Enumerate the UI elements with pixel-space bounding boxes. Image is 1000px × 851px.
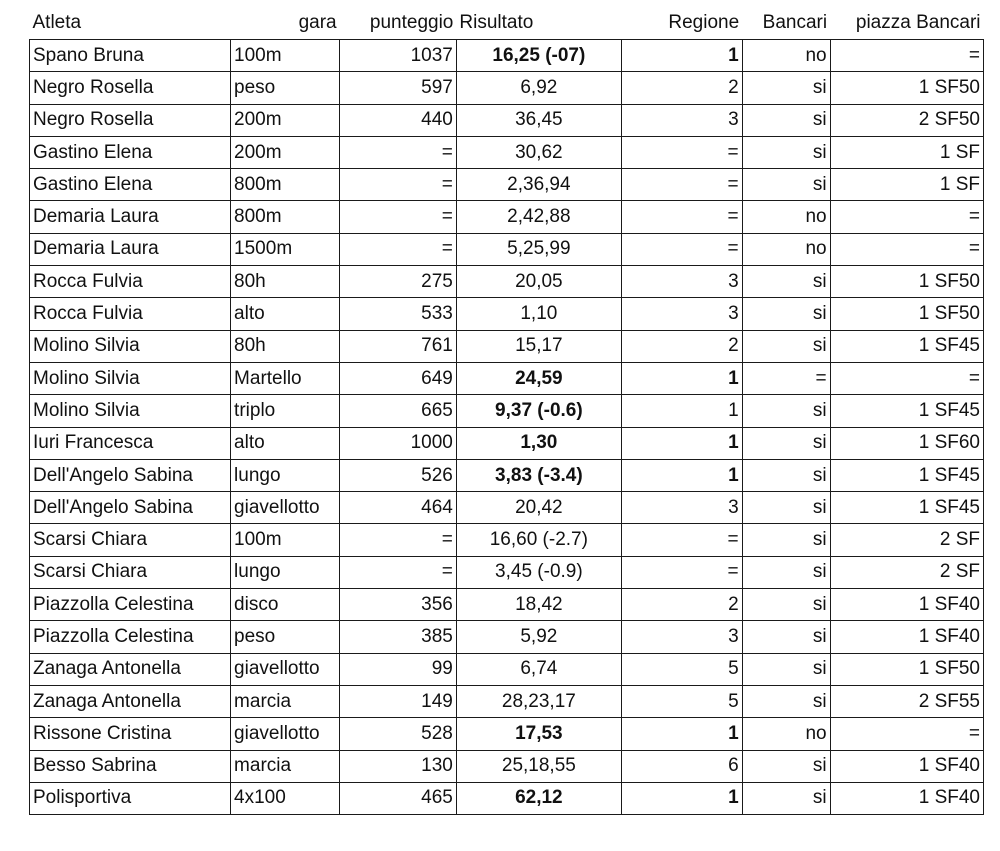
cell-punteggio: 275 <box>340 266 457 298</box>
cell-atleta: Molino Silvia <box>30 330 231 362</box>
cell-atleta: Gastino Elena <box>30 169 231 201</box>
cell-atleta: Demaria Laura <box>30 233 231 265</box>
cell-punteggio: 465 <box>340 782 457 814</box>
cell-punteggio: 385 <box>340 621 457 653</box>
cell-piazza-bancari: 2 SF <box>830 556 983 588</box>
cell-punteggio: = <box>340 524 457 556</box>
cell-bancari: no <box>742 201 830 233</box>
cell-punteggio: 1037 <box>340 40 457 72</box>
cell-risultato: 1,30 <box>456 427 621 459</box>
cell-atleta: Zanaga Antonella <box>30 653 231 685</box>
cell-bancari: si <box>742 395 830 427</box>
cell-bancari: si <box>742 72 830 104</box>
cell-risultato: 2,36,94 <box>456 169 621 201</box>
cell-punteggio: 130 <box>340 750 457 782</box>
cell-risultato: 25,18,55 <box>456 750 621 782</box>
cell-atleta: Rissone Cristina <box>30 718 231 750</box>
cell-gara: 80h <box>231 266 340 298</box>
cell-gara: 800m <box>231 169 340 201</box>
header-row <box>30 6 984 40</box>
cell-piazza-bancari: 1 SF50 <box>830 72 983 104</box>
header-bancari: Bancari <box>762 11 828 33</box>
cell-piazza-bancari: 2 SF <box>830 524 983 556</box>
cell-risultato: 36,45 <box>456 104 621 136</box>
cell-risultato: 20,05 <box>456 266 621 298</box>
cell-regione: 3 <box>621 492 742 524</box>
cell-piazza-bancari: 1 SF40 <box>830 589 983 621</box>
cell-piazza-bancari: = <box>830 40 983 72</box>
cell-bancari: si <box>742 653 830 685</box>
cell-risultato: 5,25,99 <box>456 233 621 265</box>
cell-regione: = <box>621 136 742 168</box>
cell-punteggio: 526 <box>340 459 457 491</box>
cell-punteggio: 356 <box>340 589 457 621</box>
cell-atleta: Molino Silvia <box>30 362 231 394</box>
cell-regione: 1 <box>621 40 742 72</box>
cell-atleta: Rocca Fulvia <box>30 298 231 330</box>
cell-risultato: 1,10 <box>456 298 621 330</box>
table-row <box>30 589 984 621</box>
cell-risultato: 18,42 <box>456 589 621 621</box>
header-piazza-bancari: piazza Bancari <box>855 11 981 33</box>
table-row <box>30 72 984 104</box>
cell-bancari: = <box>742 362 830 394</box>
cell-punteggio: 99 <box>340 653 457 685</box>
table-row <box>30 330 984 362</box>
table-row <box>30 266 984 298</box>
cell-regione: 6 <box>621 750 742 782</box>
cell-risultato: 20,42 <box>456 492 621 524</box>
cell-regione: 1 <box>621 427 742 459</box>
table-row <box>30 718 984 750</box>
cell-atleta: Rocca Fulvia <box>30 266 231 298</box>
cell-atleta: Gastino Elena <box>30 136 231 168</box>
table-row <box>30 362 984 394</box>
table-row <box>30 459 984 491</box>
cell-bancari: si <box>742 589 830 621</box>
cell-atleta: Iuri Francesca <box>30 427 231 459</box>
cell-gara: alto <box>231 298 340 330</box>
cell-regione: = <box>621 556 742 588</box>
cell-bancari: si <box>742 556 830 588</box>
table-row <box>30 201 984 233</box>
table-row <box>30 40 984 72</box>
header-regione: Regione <box>668 11 740 33</box>
cell-bancari: si <box>742 685 830 717</box>
cell-gara: giavellotto <box>231 718 340 750</box>
cell-piazza-bancari: = <box>830 233 983 265</box>
header-punteggio: punteggio <box>369 11 454 33</box>
cell-punteggio: 528 <box>340 718 457 750</box>
cell-atleta: Scarsi Chiara <box>30 524 231 556</box>
cell-risultato: 6,74 <box>456 653 621 685</box>
cell-atleta: Piazzolla Celestina <box>30 589 231 621</box>
cell-piazza-bancari: 1 SF45 <box>830 492 983 524</box>
cell-gara: 800m <box>231 201 340 233</box>
cell-risultato: 2,42,88 <box>456 201 621 233</box>
cell-regione: 5 <box>621 653 742 685</box>
cell-atleta: Dell'Angelo Sabina <box>30 492 231 524</box>
cell-atleta: Polisportiva <box>30 782 231 814</box>
cell-atleta: Scarsi Chiara <box>30 556 231 588</box>
cell-gara: peso <box>231 621 340 653</box>
cell-risultato: 62,12 <box>456 782 621 814</box>
cell-gara: peso <box>231 72 340 104</box>
cell-risultato: 9,37 (-0.6) <box>456 395 621 427</box>
header-risultato: Risultato <box>459 11 534 33</box>
cell-bancari: si <box>742 427 830 459</box>
cell-atleta: Negro Rosella <box>30 104 231 136</box>
cell-bancari: no <box>742 718 830 750</box>
cell-punteggio: = <box>340 136 457 168</box>
cell-piazza-bancari: 1 SF40 <box>830 621 983 653</box>
cell-regione: 3 <box>621 298 742 330</box>
cell-bancari: si <box>742 266 830 298</box>
table-row <box>30 524 984 556</box>
cell-gara: 80h <box>231 330 340 362</box>
cell-gara: disco <box>231 589 340 621</box>
cell-punteggio: = <box>340 233 457 265</box>
cell-punteggio: 440 <box>340 104 457 136</box>
cell-piazza-bancari: 1 SF50 <box>830 266 983 298</box>
cell-punteggio: 597 <box>340 72 457 104</box>
cell-regione: 3 <box>621 104 742 136</box>
table-row <box>30 427 984 459</box>
cell-piazza-bancari: 1 SF45 <box>830 330 983 362</box>
cell-piazza-bancari: 1 SF45 <box>830 395 983 427</box>
cell-regione: 3 <box>621 621 742 653</box>
cell-piazza-bancari: = <box>830 362 983 394</box>
cell-piazza-bancari: 2 SF55 <box>830 685 983 717</box>
cell-gara: lungo <box>231 556 340 588</box>
cell-punteggio: 1000 <box>340 427 457 459</box>
cell-atleta: Besso Sabrina <box>30 750 231 782</box>
cell-punteggio: = <box>340 556 457 588</box>
table-row <box>30 104 984 136</box>
cell-atleta: Zanaga Antonella <box>30 685 231 717</box>
header-atleta: Atleta <box>32 11 82 33</box>
cell-bancari: si <box>742 524 830 556</box>
results-sheet <box>29 6 984 815</box>
cell-piazza-bancari: 1 SF60 <box>830 427 983 459</box>
cell-bancari: si <box>742 298 830 330</box>
cell-regione: = <box>621 524 742 556</box>
cell-bancari: si <box>742 330 830 362</box>
cell-risultato: 3,45 (-0.9) <box>456 556 621 588</box>
cell-punteggio: 665 <box>340 395 457 427</box>
cell-regione: 1 <box>621 395 742 427</box>
cell-bancari: no <box>742 233 830 265</box>
cell-piazza-bancari: = <box>830 201 983 233</box>
cell-atleta: Spano Bruna <box>30 40 231 72</box>
cell-piazza-bancari: 1 SF <box>830 136 983 168</box>
cell-risultato: 5,92 <box>456 621 621 653</box>
cell-bancari: si <box>742 104 830 136</box>
cell-gara: 100m <box>231 40 340 72</box>
cell-risultato: 6,92 <box>456 72 621 104</box>
cell-risultato: 15,17 <box>456 330 621 362</box>
cell-regione: 1 <box>621 782 742 814</box>
cell-bancari: no <box>742 40 830 72</box>
cell-bancari: si <box>742 621 830 653</box>
cell-bancari: si <box>742 492 830 524</box>
cell-risultato: 30,62 <box>456 136 621 168</box>
table-row <box>30 298 984 330</box>
cell-gara: lungo <box>231 459 340 491</box>
cell-bancari: si <box>742 782 830 814</box>
cell-piazza-bancari: 1 SF <box>830 169 983 201</box>
cell-bancari: si <box>742 136 830 168</box>
cell-atleta: Molino Silvia <box>30 395 231 427</box>
cell-gara: 200m <box>231 136 340 168</box>
cell-risultato: 28,23,17 <box>456 685 621 717</box>
cell-piazza-bancari: 1 SF40 <box>830 782 983 814</box>
cell-regione: 1 <box>621 718 742 750</box>
table-row <box>30 233 984 265</box>
cell-gara: marcia <box>231 750 340 782</box>
cell-risultato: 24,59 <box>456 362 621 394</box>
table-row <box>30 556 984 588</box>
cell-gara: giavellotto <box>231 653 340 685</box>
cell-atleta: Negro Rosella <box>30 72 231 104</box>
cell-gara: alto <box>231 427 340 459</box>
cell-piazza-bancari: 1 SF40 <box>830 750 983 782</box>
cell-gara: marcia <box>231 685 340 717</box>
table-row <box>30 621 984 653</box>
cell-gara: 100m <box>231 524 340 556</box>
cell-piazza-bancari: 1 SF45 <box>830 459 983 491</box>
table-row <box>30 782 984 814</box>
cell-risultato: 17,53 <box>456 718 621 750</box>
header-gara: gara <box>298 11 337 33</box>
cell-regione: 2 <box>621 589 742 621</box>
cell-regione: = <box>621 169 742 201</box>
results-table <box>29 6 984 815</box>
cell-gara: triplo <box>231 395 340 427</box>
cell-bancari: si <box>742 169 830 201</box>
cell-risultato: 16,25 (-07) <box>456 40 621 72</box>
cell-regione: = <box>621 201 742 233</box>
cell-punteggio: 149 <box>340 685 457 717</box>
cell-gara: 1500m <box>231 233 340 265</box>
table-row <box>30 685 984 717</box>
cell-risultato: 3,83 (-3.4) <box>456 459 621 491</box>
table-row <box>30 653 984 685</box>
table-row <box>30 136 984 168</box>
cell-piazza-bancari: 2 SF50 <box>830 104 983 136</box>
cell-piazza-bancari: 1 SF50 <box>830 653 983 685</box>
table-row <box>30 492 984 524</box>
cell-punteggio: 649 <box>340 362 457 394</box>
cell-bancari: si <box>742 750 830 782</box>
cell-regione: 1 <box>621 459 742 491</box>
cell-regione: 2 <box>621 72 742 104</box>
cell-risultato: 16,60 (-2.7) <box>456 524 621 556</box>
cell-gara: 200m <box>231 104 340 136</box>
cell-regione: 5 <box>621 685 742 717</box>
cell-punteggio: = <box>340 201 457 233</box>
cell-gara: giavellotto <box>231 492 340 524</box>
table-row <box>30 169 984 201</box>
cell-gara: 4x100 <box>231 782 340 814</box>
cell-regione: 3 <box>621 266 742 298</box>
cell-regione: = <box>621 233 742 265</box>
table-row <box>30 750 984 782</box>
cell-punteggio: 761 <box>340 330 457 362</box>
cell-atleta: Demaria Laura <box>30 201 231 233</box>
cell-punteggio: = <box>340 169 457 201</box>
table-row <box>30 395 984 427</box>
cell-regione: 2 <box>621 330 742 362</box>
cell-bancari: si <box>742 459 830 491</box>
cell-atleta: Piazzolla Celestina <box>30 621 231 653</box>
cell-punteggio: 464 <box>340 492 457 524</box>
cell-piazza-bancari: = <box>830 718 983 750</box>
cell-gara: Martello <box>231 362 340 394</box>
cell-punteggio: 533 <box>340 298 457 330</box>
cell-regione: 1 <box>621 362 742 394</box>
cell-piazza-bancari: 1 SF50 <box>830 298 983 330</box>
cell-atleta: Dell'Angelo Sabina <box>30 459 231 491</box>
